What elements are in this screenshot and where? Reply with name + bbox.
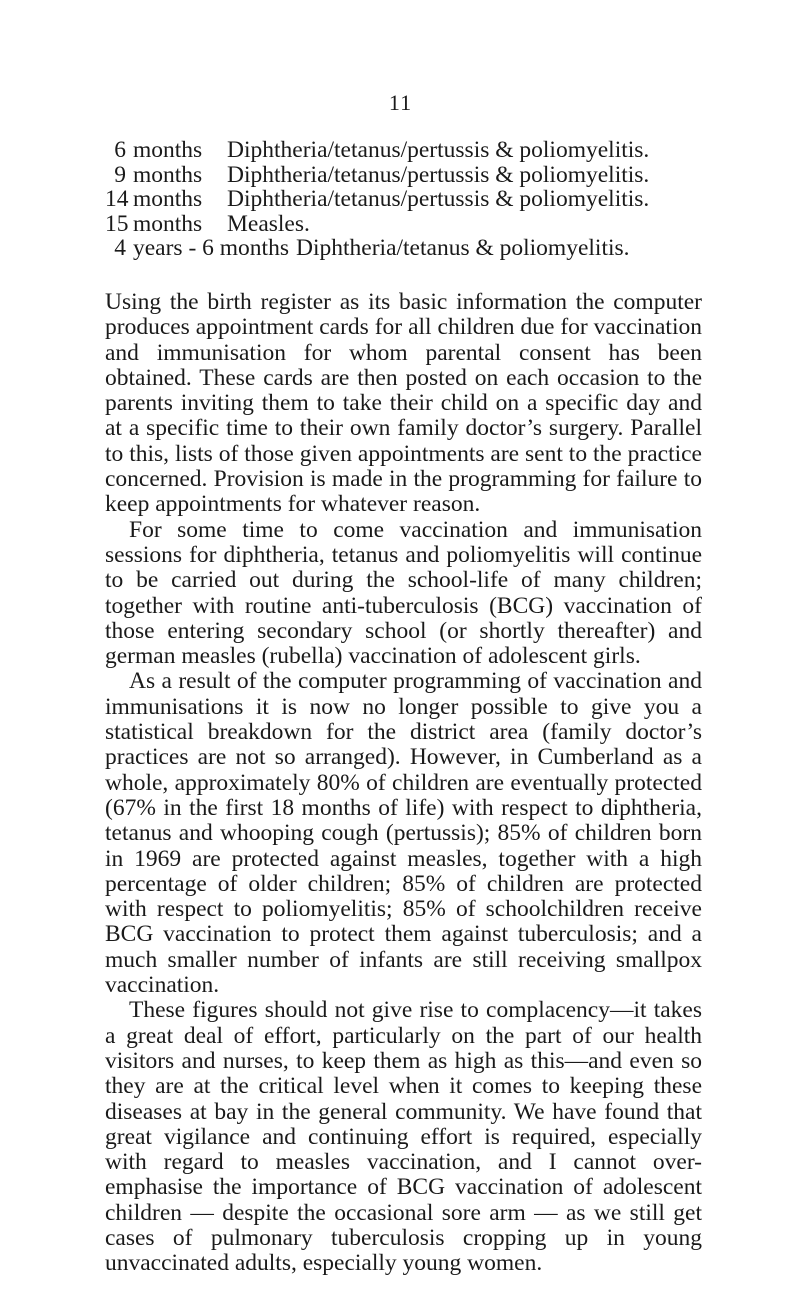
schedule-age: [105, 187, 227, 212]
age-unit: months: [133, 161, 203, 188]
schedule-row: [105, 212, 705, 237]
schedule-vaccine: Diphtheria/tetanus/pertussis & poliomyelitis.: [227, 161, 650, 188]
age-unit: years - 6 months: [133, 235, 289, 262]
schedule-vaccine: Diphtheria/tetanus & poliomyelitis.: [296, 235, 630, 262]
paragraph: For some time to come vaccination and immunisation sessions for diphtheria, tetanus and poliomyelitis will continue to be carried out during the school-life of many children; together with routine anti-tuberculosis (BCG) vaccination of those entering secondary school (or shortly thereafter) and german measles (rubella) vaccination of adolescent girls.: [105, 516, 702, 670]
age-number: 9: [114, 161, 126, 188]
schedule-row: [105, 236, 705, 261]
paragraph: These figures should not give rise to complacency—it takes a great deal of effort, particularly on the part of our health visitors and nurses, to keep them as high as this—and even so they are at the critical level when it comes to keeping these diseases at bay in the general community. We have found that great vigilance and continuing effort is required, especially with regard to measles vaccination, and I cannot over-emphasise the importance of BCG vaccination of adolescent children — despite the occasional sore arm — as we still get cases of pulmonary tuberculosis cropping up in young unvaccinated adults, especially young women.: [105, 997, 702, 1277]
age-number: 6: [114, 137, 126, 163]
paragraph: As a result of the computer programming of vaccination and immunisations it is now no longer possible to give you a statistical breakdown for the district area (family doctor’s practices are not so arranged). However, in Cumberland as a whole, approximately 80% of children are eventually protected (67% in the first 18 months of life) with respect to diphtheria, tetanus and whooping cough (pertussis); 85% of children born in 1969 are protected against measles, together with a high percentage of older children; 85% of children are protected with respect to poliomyelitis; 85% of schoolchildren receive BCG vaccination to protect them against tuberculosis; and a much smaller number of infants are still receiving smallpox vaccination.: [105, 668, 702, 999]
paragraph: Using the birth register as its basic information the computer produces appointment cards for all children due for vaccination and immunisation for whom parental consent has been obtained. These cards are then posted on each occasion to the parents inviting them to take their child on a specific day and at a specific time to their own family doctor’s surgery. Parallel to this, lists of those given appointments are sent to the practice concerned. Provision is made in the programming for failure to keep appointments for whatever reason.: [105, 289, 702, 518]
schedule-row: [105, 163, 705, 188]
vaccination-schedule: [105, 138, 705, 261]
age-unit: months: [133, 210, 203, 237]
body-text: [105, 290, 702, 1277]
age-number: 14: [105, 186, 129, 213]
schedule-age: [105, 138, 227, 163]
age-unit: months: [133, 186, 203, 213]
age-unit: months: [133, 137, 203, 163]
age-number: 15: [105, 210, 129, 237]
schedule-row: [105, 187, 705, 212]
schedule-age: [105, 212, 227, 237]
page-number: 11: [388, 90, 413, 115]
schedule-vaccine: Diphtheria/tetanus/pertussis & poliomyelitis.: [227, 186, 650, 213]
schedule-age: [105, 163, 227, 188]
schedule-row: [105, 138, 705, 163]
schedule-age: [105, 236, 289, 261]
age-number: 4: [114, 235, 126, 262]
schedule-vaccine: Diphtheria/tetanus/pertussis & poliomyelitis.: [227, 137, 650, 163]
schedule-vaccine: Measles.: [227, 210, 310, 237]
